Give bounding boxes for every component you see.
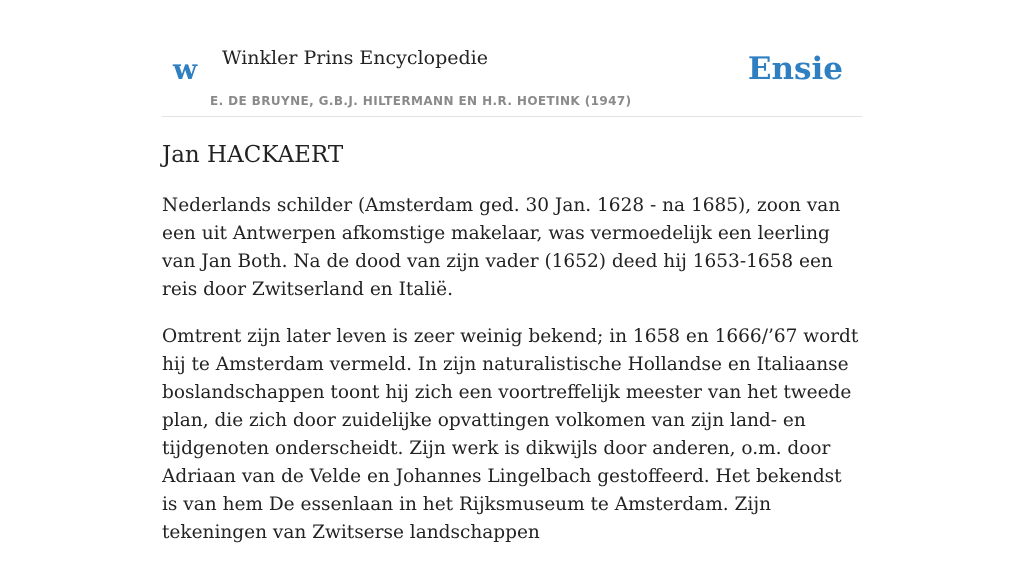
encyclopedia-header [162, 0, 862, 117]
article-title: Jan HACKAERT [162, 142, 344, 168]
encyclopedia-authors: E. DE BRUYNE, G.B.J. HILTERMANN EN H.R. HOETINK (1947) [210, 94, 632, 108]
article-paragraph: Omtrent zijn later leven is zeer weinig bekend; in 1658 en 1666/’67 wordt hij te Amsterdam vermeld. In zijn naturalistische Hollandse en Italiaanse boslandschappen toont hij zich een voortreffelijk meester van het tweede plan, die zich door zuidelijke opvattingen volkomen van zijn land- en tijdgenoten onderscheidt. Zijn werk is dikwijls door anderen, o.m. door Adriaan van de Velde en Johannes Lingelbach gestoffeerd. Het bekendst is van hem De essenlaan in het Rijksmuseum te Amsterdam. Zijn tekeningen van Zwitserse landschappen [162, 326, 859, 543]
article-paragraph: Nederlands schilder (Amsterdam ged. 30 Jan. 1628 - na 1685), zoon van een uit Antwerpen afkomstige makelaar, was vermoedelijk een leerling van Jan Both. Na de dood van zijn vader (1652) deed hij 1653-1658 een reis door Zwitserland en Italië. [162, 195, 841, 300]
article-body [162, 192, 862, 566]
ensie-logo[interactable]: Ensie [747, 51, 843, 87]
encyclopedia-title[interactable]: Winkler Prins Encyclopedie [222, 47, 488, 69]
winkler-prins-logo[interactable]: w [173, 53, 198, 86]
